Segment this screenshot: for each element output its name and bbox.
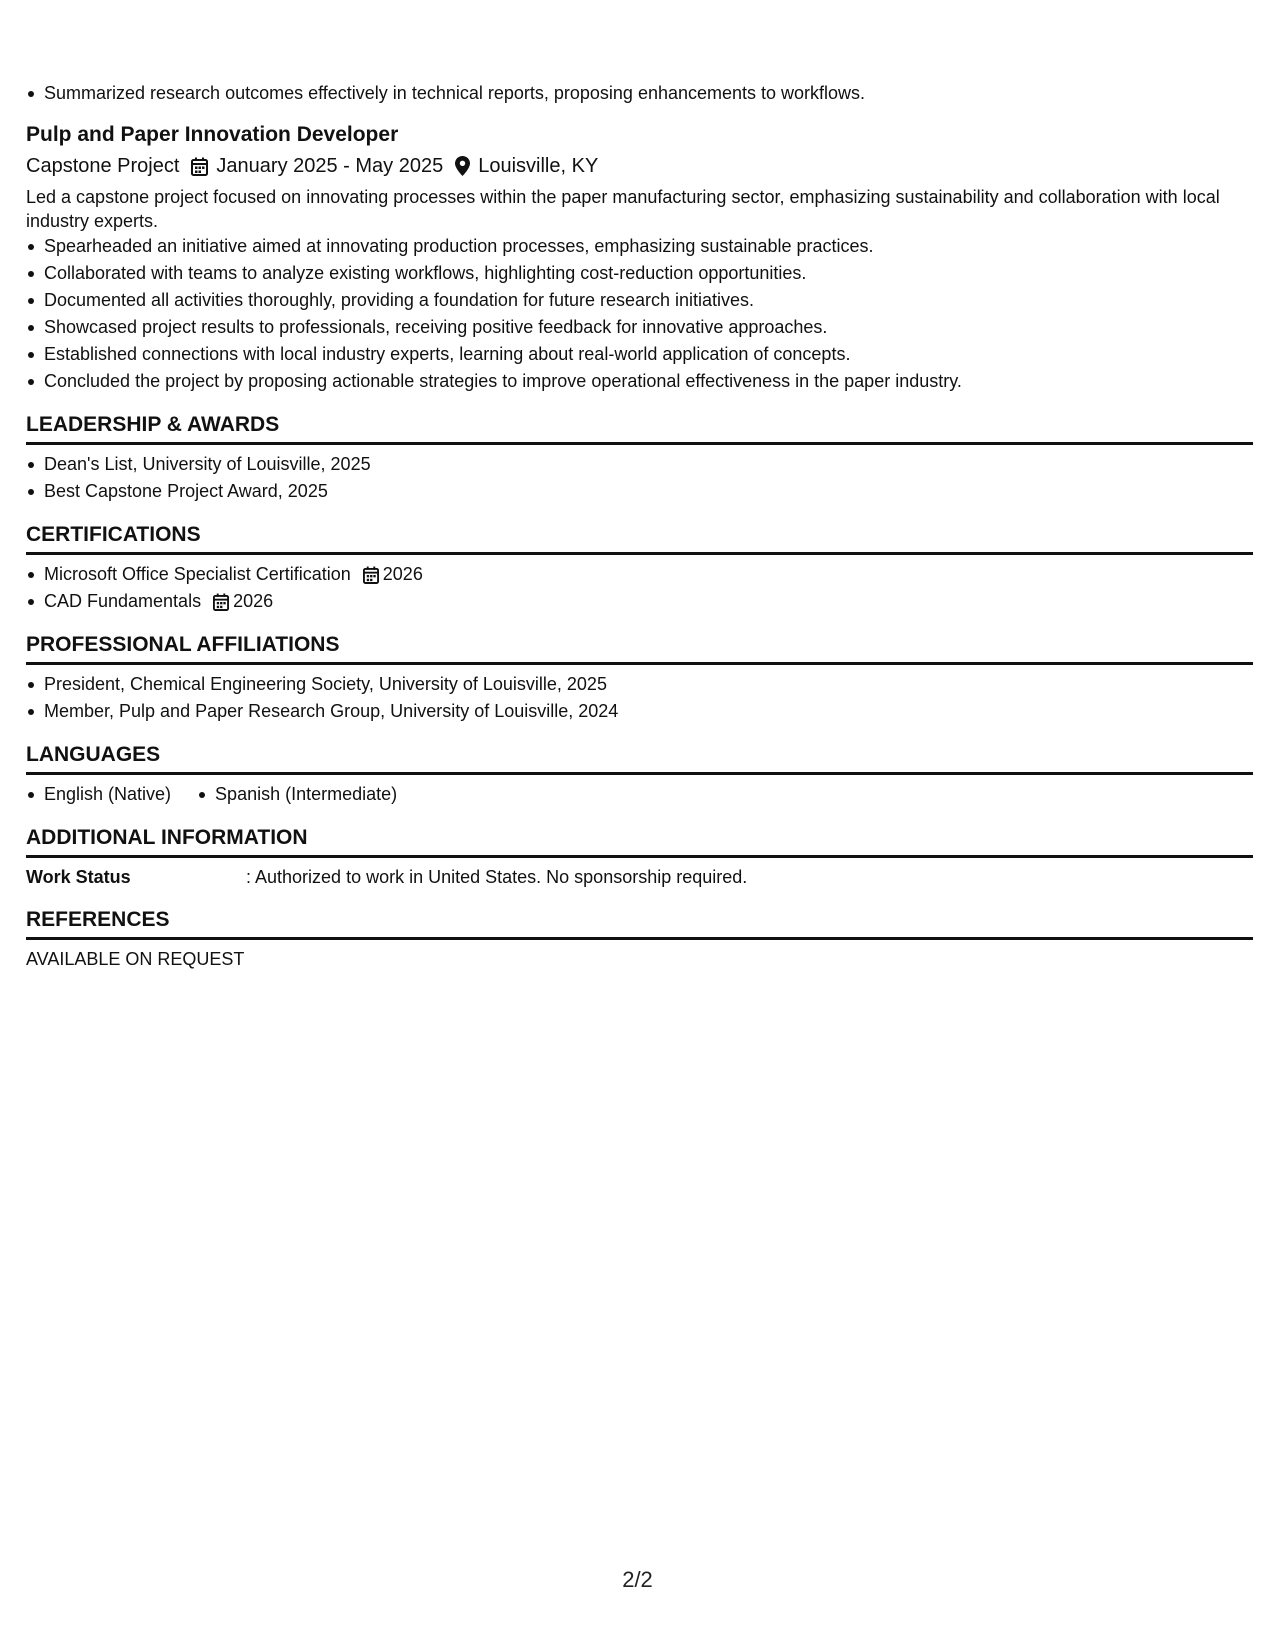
work-status-label: Work Status bbox=[26, 867, 131, 887]
references-text: AVAILABLE ON REQUEST bbox=[26, 949, 245, 969]
certifications-list bbox=[26, 561, 1253, 615]
work-status-row bbox=[26, 864, 1253, 890]
job-entry bbox=[26, 121, 1253, 395]
job-meta bbox=[26, 151, 1253, 181]
list-item: Best Capstone Project Award, 2025 bbox=[26, 478, 1253, 505]
affiliations-list bbox=[26, 671, 1253, 725]
map-pin-icon bbox=[455, 156, 470, 176]
cert-year: 2026 bbox=[382, 564, 423, 584]
list-item: English (Native) bbox=[26, 781, 171, 808]
job-company: Capstone Project bbox=[26, 155, 180, 177]
section-title-certifications: CERTIFICATIONS bbox=[26, 521, 1253, 555]
list-item: Collaborated with teams to analyze existing workflows, highlighting cost-reduction opportunities. bbox=[26, 260, 1253, 287]
work-status-value: : Authorized to work in United States. No sponsorship required. bbox=[246, 867, 748, 887]
list-item bbox=[26, 561, 1253, 588]
calendar-icon bbox=[191, 157, 208, 176]
section-title-leadership: LEADERSHIP & AWARDS bbox=[26, 411, 1253, 445]
list-item: Concluded the project by proposing actionable strategies to improve operational effectiveness in the paper industry. bbox=[26, 368, 1253, 395]
job-description: Led a capstone project focused on innovating processes within the paper manufacturing sector, emphasizing sustainability and collaboration with local industry experts. bbox=[26, 187, 1220, 231]
cert-name: CAD Fundamentals bbox=[44, 591, 202, 611]
list-item: Showcased project results to professionals, receiving positive feedback for innovative approaches. bbox=[26, 314, 1253, 341]
list-item: Spanish (Intermediate) bbox=[197, 781, 397, 808]
job-location: Louisville, KY bbox=[455, 151, 598, 181]
cert-name: Microsoft Office Specialist Certification bbox=[44, 564, 351, 584]
job-title: Pulp and Paper Innovation Developer bbox=[26, 123, 399, 146]
job-dates: January 2025 - May 2025 bbox=[191, 151, 443, 181]
section-title-languages: LANGUAGES bbox=[26, 741, 1253, 775]
list-item bbox=[26, 588, 1253, 615]
previous-job-bullets bbox=[26, 80, 1253, 107]
list-item: Member, Pulp and Paper Research Group, University of Louisville, 2024 bbox=[26, 698, 1253, 725]
list-item: Documented all activities thoroughly, providing a foundation for future research initiatives. bbox=[26, 287, 1253, 314]
page-number: 2/2 bbox=[622, 1567, 653, 1592]
list-item: Established connections with local industry experts, learning about real-world application of concepts. bbox=[26, 341, 1253, 368]
list-item: Summarized research outcomes effectively in technical reports, proposing enhancements to workflows. bbox=[26, 80, 1253, 107]
cert-year: 2026 bbox=[233, 591, 274, 611]
list-item: Spearheaded an initiative aimed at innovating production processes, emphasizing sustainable practices. bbox=[26, 233, 1253, 260]
list-item: President, Chemical Engineering Society, University of Louisville, 2025 bbox=[26, 671, 1253, 698]
calendar-icon bbox=[363, 566, 379, 584]
section-title-references: REFERENCES bbox=[26, 906, 1253, 940]
list-item: Dean's List, University of Louisville, 2025 bbox=[26, 451, 1253, 478]
leadership-list bbox=[26, 451, 1253, 505]
languages-list bbox=[26, 781, 1253, 808]
resume-page bbox=[26, 0, 1253, 972]
job-bullets bbox=[26, 233, 1253, 395]
calendar-icon bbox=[213, 593, 229, 611]
section-title-affiliations: PROFESSIONAL AFFILIATIONS bbox=[26, 631, 1253, 665]
section-title-additional: ADDITIONAL INFORMATION bbox=[26, 824, 1253, 858]
